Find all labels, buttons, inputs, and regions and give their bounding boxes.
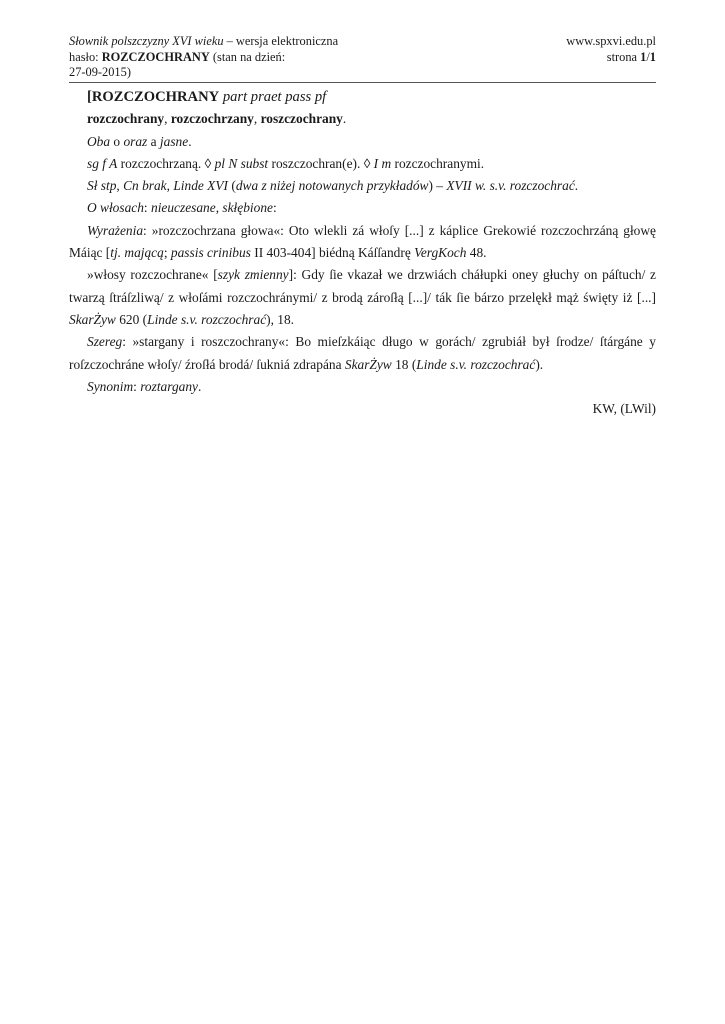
- headword: ROZCZOCHRANY: [91, 89, 220, 105]
- forms-line: rozczochrany, rozczochrzany, roszczochrany.: [87, 111, 347, 127]
- header-divider: [69, 82, 656, 83]
- hair-expression-paragraph: »włosy rozczochrane« [szyk zmienny]: Gdy ſie vkazał we drzwiách cháłupki oney głuchy on páſtuch/ z twarzą ſtráſzliwą/ z włoſámi rozczochránymi/ z brodą zároſłą [...]/ ták ſie bárzo przelękł mąż święty iż [...] SkarŻyw 620 (Linde s.v. rozczochrać), 18.: [69, 267, 656, 327]
- entry-label: hasło: ROZCZOCHRANY (stan na dzień:: [69, 49, 286, 64]
- page-header: [69, 0, 656, 82]
- author-signature: KW, (LWil): [592, 401, 656, 417]
- page-number: strona 1/1: [606, 49, 656, 64]
- oba-line: Oba o oraz a jasne.: [87, 133, 192, 149]
- entry-date: 27-09-2015): [69, 65, 131, 79]
- dictionary-title: Słownik polszczyzny XVI wieku – wersja elektroniczna: [69, 34, 339, 48]
- site-url: www.spxvi.edu.pl: [566, 34, 656, 48]
- meaning-line: O włosach: nieuczesane, skłębione:: [87, 200, 277, 216]
- entry-headline: [ROZCZOCHRANY part praet pass pf: [87, 89, 327, 105]
- header-right: [566, 34, 656, 65]
- synonym-line: Synonim: roztargany.: [87, 378, 202, 394]
- series-paragraph: Szereg: »stargany i roszczochrany«: Bo mieſzkáiąc długo w gorách/ zgrubiáł był ſrodze/ ſtárgáne y roſzczochráne włoſy/ źroſłá brodá/ ſukniá zdrapána SkarŻyw 18 (Linde s.v. rozczochrać).: [69, 334, 656, 372]
- document-page: [69, 0, 656, 417]
- grammar-info: part praet pass pf: [219, 89, 327, 105]
- expressions-paragraph: Wyrażenia: »rozczochrzana głowa«: Oto wlekli zá włoſy [...] z káplice Grekowié rozczochrzáną głowę Máiąc [tj. mającą; passis crinibus II 403-404] biédną Káſſandrę VergKoch 48.: [69, 222, 656, 261]
- sources-line: Sł stp, Cn brak, Linde XVI (dwa z niżej notowanych przykładów) – XVII w. s.v. rozczochrać.: [87, 178, 579, 194]
- entry-body: [69, 86, 656, 420]
- header-left: [69, 34, 369, 81]
- entry-word: ROZCZOCHRANY: [101, 49, 210, 64]
- morphology-line: sg f A rozczochrzaną. ◊ pl N subst roszczochran(e). ◊ I m rozczochranymi.: [87, 155, 485, 171]
